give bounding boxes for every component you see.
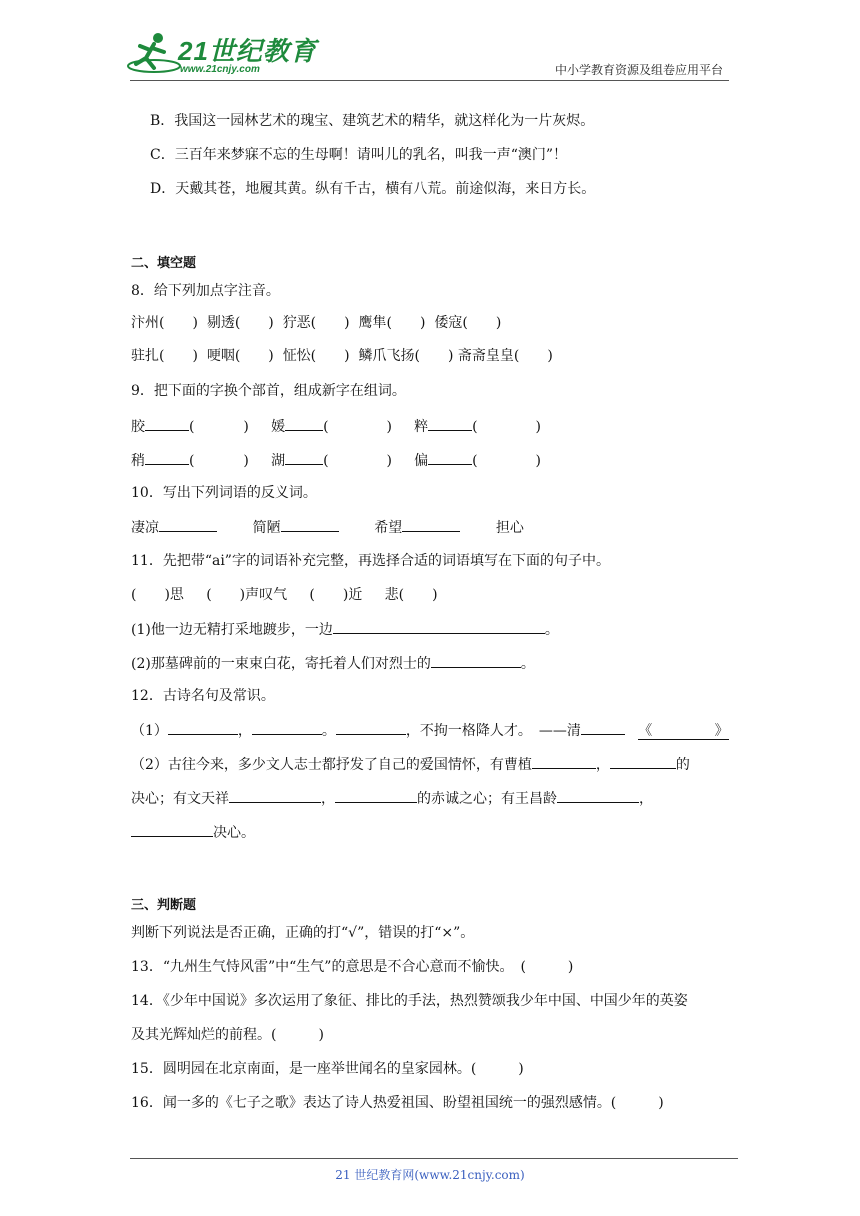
q9-char: 粹 xyxy=(414,419,429,435)
blank[interactable] xyxy=(532,754,596,769)
q12-text: 决心。 xyxy=(213,825,255,841)
blank[interactable] xyxy=(335,788,417,803)
blank[interactable] xyxy=(168,720,238,735)
q10-word: 简陋 xyxy=(252,520,281,536)
blank[interactable] xyxy=(159,517,217,532)
blank[interactable] xyxy=(431,653,521,668)
blank[interactable] xyxy=(581,720,625,735)
q10-word: 担心 xyxy=(495,520,524,536)
q8-row1 xyxy=(131,313,501,333)
option-b: B．我国这一园林艺术的瑰宝、建筑艺术的精华，就这样化为一片灰烬。 xyxy=(150,113,595,129)
q11-word: ( )声叹气 xyxy=(206,587,288,603)
blank[interactable] xyxy=(610,754,676,769)
q12-part4 xyxy=(131,822,255,843)
page-header xyxy=(0,0,860,90)
blank[interactable] xyxy=(336,720,406,735)
blank[interactable] xyxy=(131,822,213,837)
blank[interactable] xyxy=(285,416,323,431)
blank[interactable] xyxy=(145,450,189,465)
q8-item: 狞恶( ) xyxy=(282,315,350,331)
q10-row xyxy=(131,517,524,538)
q8-item: 斋斋皇皇( ) xyxy=(457,348,553,364)
q12-text: ，不拘一格降人才。 ——清 xyxy=(405,723,581,739)
blank[interactable] xyxy=(428,450,472,465)
blank[interactable] xyxy=(229,788,321,803)
q9-char: 偏 xyxy=(414,453,429,469)
q10-stem: 10．写出下列词语的反义词。 xyxy=(131,485,317,501)
book-title-blank[interactable]: 《 》 xyxy=(638,723,729,739)
q15: 15．圆明园在北京南面，是一座举世闻名的皇家园林。( ) xyxy=(131,1061,524,1077)
blank[interactable] xyxy=(281,517,339,532)
q10-word: 希望 xyxy=(374,520,403,536)
q8-stem: 8．给下列加点字注音。 xyxy=(131,283,280,299)
q11-word: 悲( ) xyxy=(384,587,438,603)
section-fill-blank-title: 二、填空题 xyxy=(131,256,197,271)
q11-sentence-2: (2)那墓碑前的一束束白花，寄托着人们对烈士的 。 xyxy=(131,653,535,674)
option-d: D．天戴其苍，地履其黄。纵有千古，横有八荒。前途似海，来日方长。 xyxy=(150,181,596,197)
q8-row2 xyxy=(131,346,553,366)
q10-word: 凄凉 xyxy=(131,520,159,536)
blank[interactable] xyxy=(557,788,639,803)
q8-item: 汴州( ) xyxy=(131,315,198,331)
q8-item: 鳞爪飞扬( ) xyxy=(358,348,454,364)
q12-part3: 决心；有文天祥 ， 的赤诚之心；有王昌龄 ， xyxy=(131,788,653,809)
section-judge-title: 三、判断题 xyxy=(131,898,197,913)
q9-char: 湖 xyxy=(271,453,286,469)
header-divider xyxy=(130,80,729,81)
blank[interactable] xyxy=(285,450,323,465)
blank[interactable] xyxy=(252,720,322,735)
q9-stem: 9．把下面的字换个部首，组成新字在组词。 xyxy=(131,383,406,399)
footer-divider xyxy=(130,1158,738,1159)
blank[interactable] xyxy=(333,619,545,634)
logo-text: 21世纪教育 xyxy=(178,36,317,66)
blank[interactable] xyxy=(145,416,189,431)
footer-link[interactable]: 21 世纪教育网(www.21cnjy.com) xyxy=(335,1168,525,1182)
sentence-text: (2)那墓碑前的一束束白花，寄托着人们对烈士的 xyxy=(131,656,431,672)
q12-text: 决心；有文天祥 xyxy=(131,791,229,807)
q11-sentence-1: (1)他一边无精打采地踱步，一边 。 xyxy=(131,619,559,640)
q8-item: 哽咽( ) xyxy=(206,348,274,364)
q11-stem: 11．先把带“ai”字的词语补充完整，再选择合适的词语填写在下面的句子中。 xyxy=(131,553,610,569)
q12-text: 的赤诚之心；有王昌龄 xyxy=(417,791,557,807)
q11-word: ( )近 xyxy=(309,587,363,603)
q12-stem: 12．古诗名句及常识。 xyxy=(131,688,275,704)
q12-part1: （1） ， 。 ，不拘一格降人才。 ——清 《 》 xyxy=(131,720,729,741)
sentence-text: (1)他一边无精打采地踱步，一边 xyxy=(131,622,333,638)
q9-char: 胶 xyxy=(131,419,145,435)
blank[interactable] xyxy=(402,517,460,532)
q12-text: 的 xyxy=(675,757,690,773)
q12-text: （1） xyxy=(131,723,168,739)
q14-line2: 及其光辉灿烂的前程。( ) xyxy=(131,1027,324,1043)
q8-item: 驻扎( ) xyxy=(131,348,198,364)
q9-char: 媛 xyxy=(271,419,286,435)
q12-part2: （2）古往今来，多少文人志士都抒发了自己的爱国情怀，有曹植 ， 的 xyxy=(131,754,690,775)
q16: 16．闻一多的《七子之歌》表达了诗人热爱祖国、盼望祖国统一的强烈感情。( ) xyxy=(131,1095,664,1111)
option-c: C．三百年来梦寐不忘的生母啊！请叫儿的乳名，叫我一声“澳门”！ xyxy=(150,147,568,163)
q9-row2: 稍 ( ) 湖 ( ) 偏 ( ) xyxy=(131,450,541,471)
logo-url: www.21cnjy.com xyxy=(180,64,260,75)
q8-item: 倭寇( ) xyxy=(434,315,502,331)
q9-row1: 胶 ( ) 媛 ( ) 粹 ( ) xyxy=(131,416,541,437)
q11-words xyxy=(131,585,438,605)
q8-item: 剔透( ) xyxy=(206,315,274,331)
q9-char: 稍 xyxy=(131,453,145,469)
q8-item: 怔忪( ) xyxy=(282,348,350,364)
q13: 13．“九州生气恃风雷”中“生气”的意思是不合心意而不愉快。 ( ) xyxy=(131,959,574,975)
blank[interactable] xyxy=(428,416,472,431)
q11-word: ( )思 xyxy=(131,587,184,603)
q12-text: （2）古往今来，多少文人志士都抒发了自己的爱国情怀，有曹植 xyxy=(131,757,532,773)
q14-line1: 14．《少年中国说》多次运用了象征、排比的手法，热烈赞颂我少年中国、中国少年的英姿 xyxy=(131,993,688,1009)
judge-intro: 判断下列说法是否正确，正确的打“√”，错误的打“×”。 xyxy=(131,925,475,941)
header-platform-text: 中小学教育资源及组卷应用平台 xyxy=(554,63,723,77)
q8-item: 鹰隼( ) xyxy=(358,315,426,331)
